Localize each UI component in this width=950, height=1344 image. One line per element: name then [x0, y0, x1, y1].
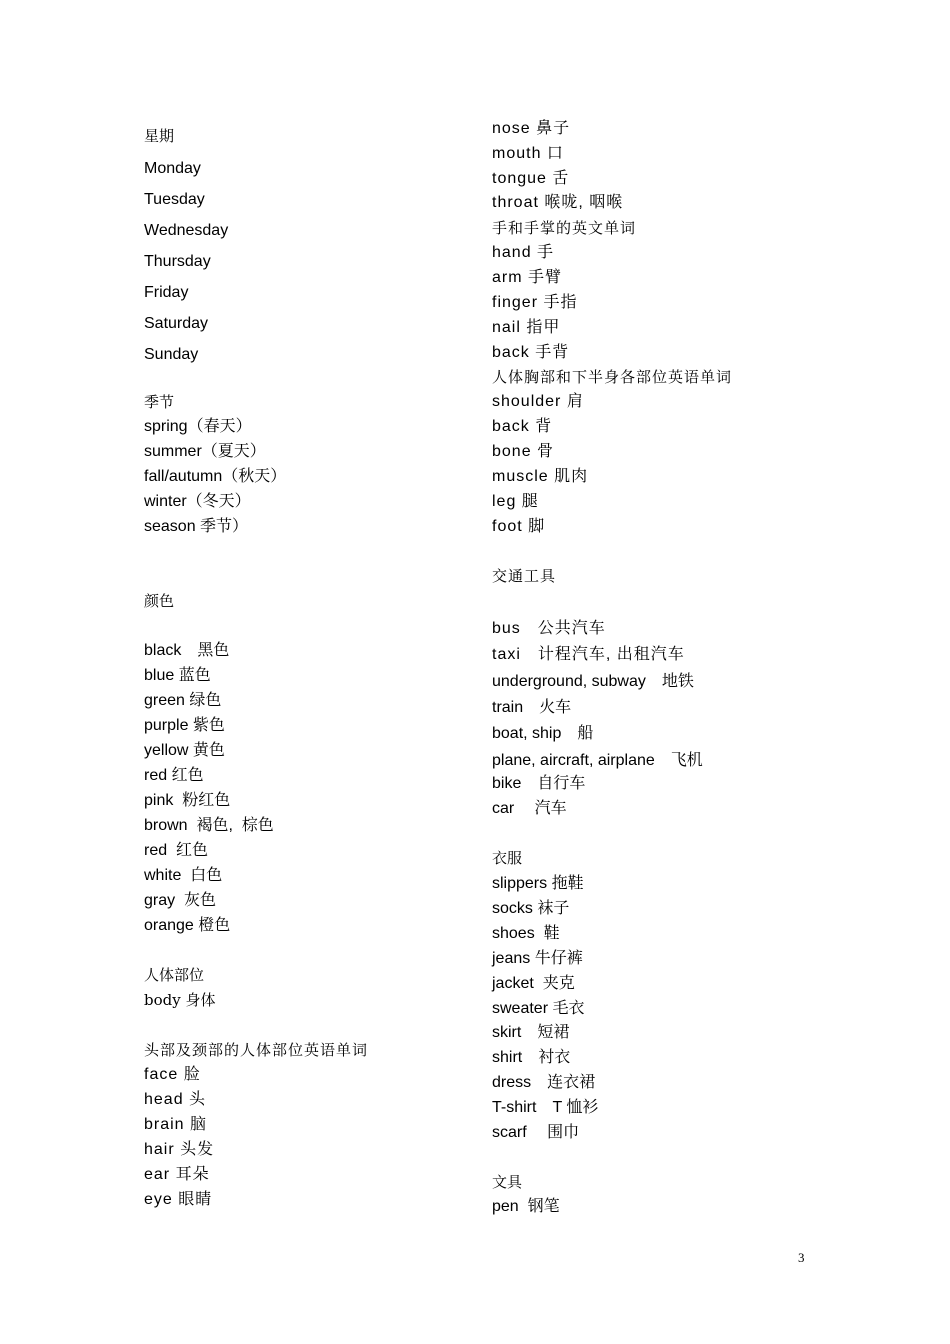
body-heading: 人体部位: [144, 966, 205, 984]
head-part-item: face 脸: [144, 1066, 201, 1083]
hand-heading: 手和手掌的英文单词: [492, 219, 637, 237]
hand-part-item: hand 手: [492, 244, 555, 261]
head-part-item: hair 头发: [144, 1141, 215, 1158]
season-item: summer（夏天）: [144, 443, 266, 460]
color-item: blue 蓝色: [144, 667, 211, 684]
color-item: orange 橙色: [144, 917, 231, 934]
seasons-heading: 季节: [144, 393, 175, 411]
lower-body-item: back 背: [492, 418, 553, 435]
clothes-item: slippers 拖鞋: [492, 875, 584, 892]
color-item: yellow 黄色: [144, 742, 225, 759]
clothes-item: shirt 衬衣: [492, 1049, 571, 1066]
transport-item: bike 自行车: [492, 775, 586, 792]
stationery-heading: 文具: [492, 1173, 523, 1191]
season-item: season 季节）: [144, 518, 249, 535]
clothes-item: T-shirt T 恤衫: [492, 1099, 599, 1116]
head-part-item: head 头: [144, 1091, 207, 1108]
color-item: brown 褐色, 棕色: [144, 817, 274, 834]
hand-part-item: arm 手臂: [492, 269, 563, 286]
season-item: spring（春天）: [144, 418, 252, 435]
hand-part-item: finger 手指: [492, 294, 578, 311]
lower-body-item: shoulder 肩: [492, 393, 584, 410]
lower-body-item: foot 脚: [492, 518, 546, 535]
head-part-item: mouth 口: [492, 145, 564, 162]
page-number: 3: [798, 1250, 805, 1265]
head-part-item: nose 鼻子: [492, 120, 571, 137]
lower-body-item: muscle 肌肉: [492, 468, 589, 485]
weekday-item: Monday: [144, 160, 201, 177]
clothes-item: jeans 牛仔裤: [492, 950, 583, 967]
colors-heading: 颜色: [144, 592, 175, 610]
head-part-item: brain 脑: [144, 1116, 208, 1133]
clothes-item: skirt 短裙: [492, 1024, 570, 1041]
weekdays-heading: 星期: [144, 127, 175, 145]
transport-item: taxi 计程汽车, 出租汽车: [492, 646, 685, 663]
clothes-item: shoes 鞋: [492, 925, 560, 942]
head-parts-heading: 头部及颈部的人体部位英语单词: [144, 1041, 369, 1059]
weekday-item: Tuesday: [144, 191, 205, 208]
head-part-item: eye 眼睛: [144, 1191, 213, 1208]
color-item: pink 粉红色: [144, 792, 231, 809]
color-item: red 红色: [144, 767, 204, 784]
clothes-item: socks 袜子: [492, 900, 570, 917]
weekday-item: Sunday: [144, 346, 199, 363]
season-item: winter（冬天）: [144, 493, 251, 510]
color-item: purple 紫色: [144, 717, 225, 734]
clothes-item: jacket 夹克: [492, 975, 575, 992]
transport-item: car 汽车: [492, 800, 567, 817]
clothes-item: sweater 毛衣: [492, 1000, 585, 1017]
transport-item: bus 公共汽车: [492, 620, 606, 637]
lower-body-item: leg 腿: [492, 493, 539, 510]
head-part-item: throat 喉咙, 咽喉: [492, 194, 624, 211]
lower-body-heading: 人体胸部和下半身各部位英语单词: [492, 368, 733, 386]
season-item: fall/autumn（秋天）: [144, 468, 287, 485]
weekday-item: Saturday: [144, 315, 209, 332]
clothes-item: scarf 围巾: [492, 1124, 580, 1141]
lower-body-item: bone 骨: [492, 443, 555, 460]
transport-item: train 火车: [492, 699, 572, 716]
color-item: gray 灰色: [144, 892, 217, 909]
weekday-item: Wednesday: [144, 222, 229, 239]
weekday-item: Friday: [144, 284, 189, 301]
head-part-item: ear 耳朵: [144, 1166, 210, 1183]
color-item: white 白色: [144, 867, 223, 884]
clothes-heading: 衣服: [492, 849, 523, 867]
weekday-item: Thursday: [144, 253, 211, 270]
color-item: red 红色: [144, 842, 209, 859]
stationery-item: pen 钢笔: [492, 1198, 560, 1215]
head-part-item: tongue 舌: [492, 170, 570, 187]
color-item: green 绿色: [144, 692, 222, 709]
transport-heading: 交通工具: [492, 567, 557, 585]
color-item: black 黑色: [144, 642, 230, 659]
hand-part-item: nail 指甲: [492, 319, 561, 336]
transport-item: underground, subway 地铁: [492, 673, 694, 690]
body-item: body 身体: [144, 991, 216, 1009]
transport-item: plane, aircraft, airplane 飞机: [492, 752, 703, 769]
transport-item: boat, ship 船: [492, 725, 594, 742]
hand-part-item: back 手背: [492, 344, 570, 361]
clothes-item: dress 连衣裙: [492, 1074, 596, 1091]
